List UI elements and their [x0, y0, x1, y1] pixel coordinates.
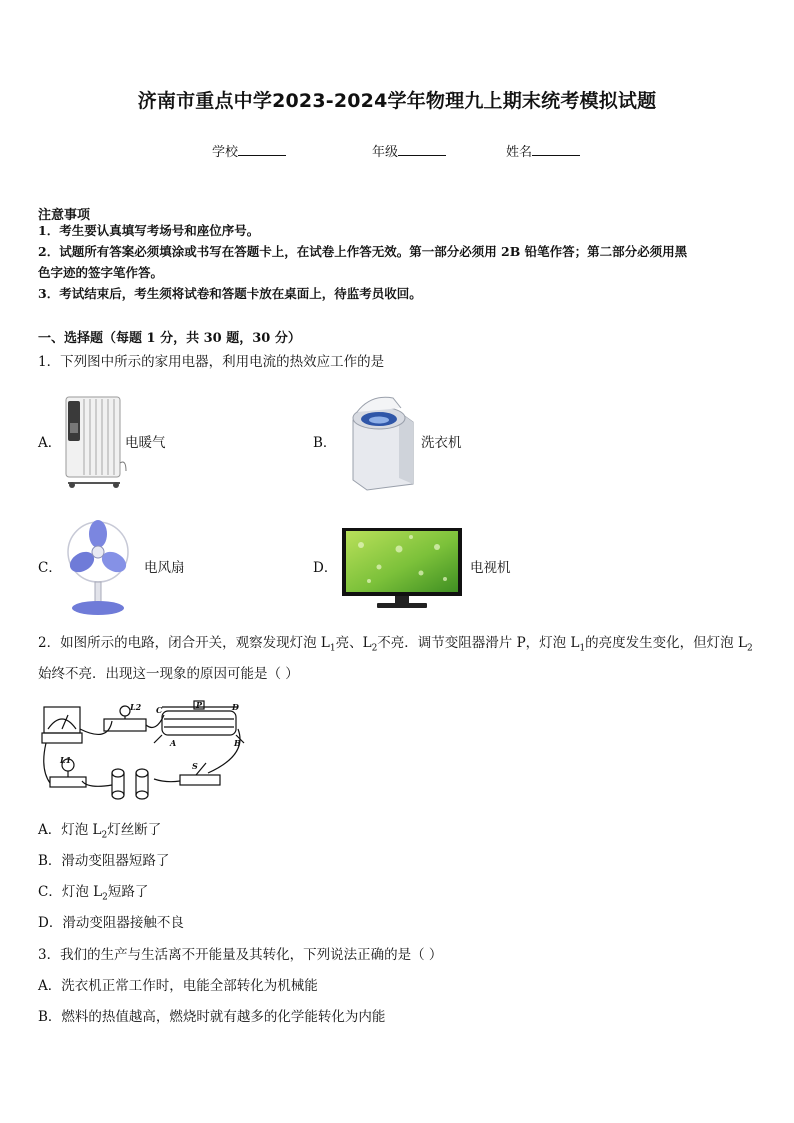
q2-stem-part: 不亮．调节变阻器滑片 P，灯泡 L: [377, 635, 580, 651]
school-blank: [238, 143, 286, 156]
notice-item: 3．考试结束后，考生须将试卷和答题卡放在桌面上，待监考员收回。: [38, 286, 422, 301]
q1-option-b-label: 洗衣机: [421, 435, 462, 451]
q2-sub: 2: [371, 643, 378, 654]
q2-option-text: A．灯泡 L: [38, 822, 102, 838]
label-c: C: [156, 705, 163, 715]
q2-sub: 2: [746, 643, 753, 654]
notice-item: 1．考生要认真填写考场号和座位序号。: [38, 223, 260, 238]
page-title: 济南市重点中学2023-2024学年物理九上期末统考模拟试题: [137, 90, 657, 112]
notice-item: 色字迹的签字笔作答。: [38, 265, 164, 280]
q3-option-a: A．洗衣机正常工作时，电能全部转化为机械能: [38, 978, 318, 994]
name-blank: [532, 143, 580, 156]
q2-stem-part: 亮、L: [335, 635, 372, 651]
q1-option-d-letter: D．: [313, 560, 338, 576]
label-d: D: [232, 702, 239, 712]
q2-option-text: 短路了: [107, 884, 149, 900]
label-l1: L1: [60, 755, 72, 765]
heater-image: [60, 393, 128, 491]
q1-option-a-letter: A．: [38, 435, 62, 451]
question-2-stem-line2: 始终不亮．出现这一现象的原因可能是（ ）: [38, 666, 299, 682]
label-s: S: [192, 761, 198, 771]
section-heading: 一、选择题（每题 1 分，共 30 题，30 分）: [38, 331, 301, 346]
q2-option-text: B．滑动变阻器短路了: [38, 853, 170, 869]
label-b: B: [234, 738, 241, 748]
q2-option-d: [38, 908, 763, 939]
q2-stem-part: 2．如图所示的电路，闭合开关，观察发现灯泡 L: [38, 635, 330, 651]
label-l2: L2: [130, 702, 142, 712]
q2-sub: 1: [579, 643, 586, 654]
washing-machine-image: [343, 392, 419, 492]
q2-sub: 1: [329, 643, 336, 654]
q2-option-text: D．滑动变阻器接触不良: [38, 915, 184, 931]
q1-option-b-letter: B．: [313, 435, 337, 451]
name-field: [506, 141, 580, 160]
q2-option-sub: 2: [102, 892, 108, 903]
grade-label: 年级: [372, 145, 399, 160]
notice-item: 2．试题所有答案必须填涂或书写在答题卡上，在试卷上作答无效。第一部分必须用 2B 铅笔作答；第二部分必须用黑: [38, 244, 688, 259]
school-field: [212, 141, 286, 160]
q1-option-a-label: 电暖气: [125, 435, 166, 451]
label-p: P: [196, 700, 203, 710]
q2-option-sub: 2: [101, 830, 108, 841]
school-label: 学校: [212, 145, 239, 160]
q1-option-c-label: 电风扇: [144, 560, 185, 576]
q2-option-text: C．灯泡 L: [38, 884, 103, 900]
question-3-stem: 3．我们的生产与生活离不开能量及其转化，下列说法正确的是（ ）: [38, 947, 443, 963]
notice-title: 注意事项: [38, 208, 91, 223]
q2-stem-part: 的亮度发生变化，但灯泡 L: [585, 635, 747, 651]
electric-fan-image: [62, 520, 136, 618]
circuit-diagram: [38, 699, 253, 804]
q2-option-text: 灯丝断了: [107, 822, 162, 838]
q2-option-b: [38, 846, 763, 877]
label-a: A: [170, 738, 177, 748]
q1-option-d-label: 电视机: [470, 560, 511, 576]
grade-blank: [398, 143, 446, 156]
question-1-stem: 1．下列图中所示的家用电器，利用电流的热效应工作的是: [38, 354, 385, 370]
television-image: [341, 527, 463, 610]
grade-field: [372, 141, 446, 160]
q1-option-c-letter: C．: [38, 560, 62, 576]
q3-option-b: B．燃料的热值越高，燃烧时就有越多的化学能转化为内能: [38, 1009, 386, 1025]
name-label: 姓名: [506, 145, 533, 160]
